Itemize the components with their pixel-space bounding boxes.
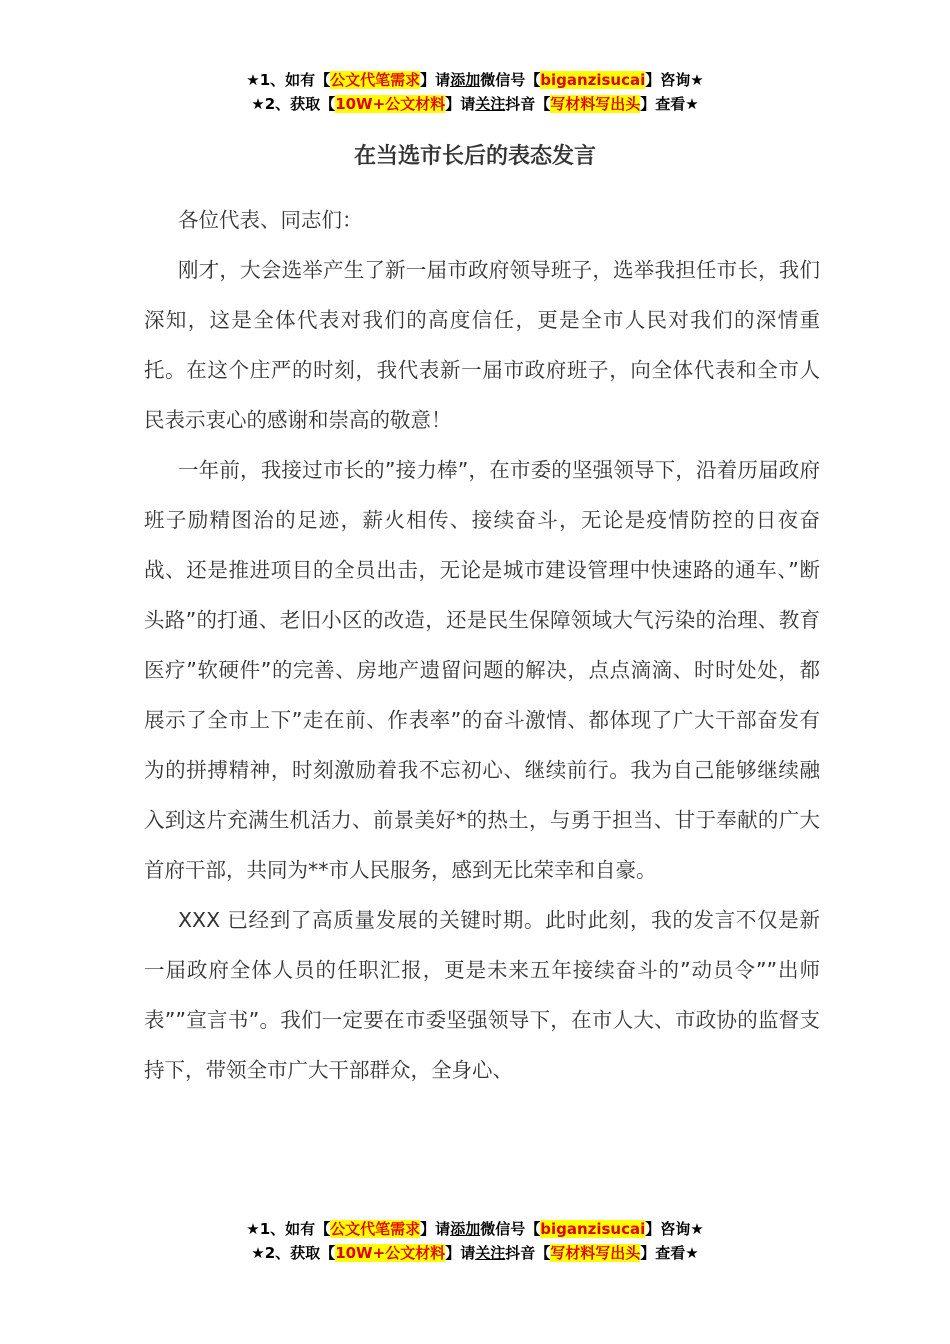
highlight-text: 10W+公文材料 (335, 95, 446, 113)
banner-line-2 (0, 92, 950, 116)
highlight-text: 公文代笔需求 (330, 1220, 421, 1238)
banner-text: 微信号【 (480, 71, 541, 89)
banner-text: 】咨询★ (645, 1220, 704, 1238)
highlight-text: 公文代笔需求 (330, 71, 421, 89)
banner-text: 抖音【 (505, 95, 551, 113)
banner-line-1 (0, 68, 950, 92)
banner-text: 】查看★ (640, 1244, 699, 1262)
banner-text: 微信号【 (480, 1220, 541, 1238)
banner-text: ★2、获取【 (251, 95, 336, 113)
paragraph: 刚才，大会选举产生了新一届市政府领导班子，选举我担任市长，我们深知，这是全体代表对我们的高度信任，更是全市人民对我们的深情重托。在这个庄严的时刻，我代表新一届市政府班子，向全体代表和全市人民表示衷心的感谢和崇高的敬意！ (144, 258, 820, 432)
footer-banner (0, 1217, 950, 1265)
banner-text: 】查看★ (640, 95, 699, 113)
highlight-text: biganzisucai (540, 71, 646, 89)
banner-text: ★2、获取【 (251, 1244, 336, 1262)
banner-text: 】请 (445, 95, 476, 113)
paragraph: 一年前，我接过市长的”接力棒”，在市委的坚强领导下，沿着历届政府班子励精图治的足迹，薪火相传、接续奋斗，无论是疫情防控的日夜奋战、还是推进项目的全员出击，无论是城市建设管理中快速路的通车、”断头路”的打通、老旧小区的改造，还是民生保障领域大气污染的治理、教育医疗”软硬件”的完善、房地产遗留问题的解决，点点滴滴、时时处处，都展示了全市上下”走在前、作表率”的奋斗激情、都体现了广大干部奋发有为的拼搏精神，时刻激励着我不忘初心、继续前行。我为自己能够继续融入到这片充满生机活力、前景美好*的热土，与勇于担当、甘于奉献的广大首府干部，共同为**市人民服务，感到无比荣幸和自豪。 (144, 458, 820, 882)
banner-text: 抖音【 (505, 1244, 551, 1262)
highlight-text: 写材料写出头 (550, 1244, 641, 1262)
banner-line-2 (0, 1241, 950, 1265)
banner-text: ★1、如有【 (246, 71, 331, 89)
document-title: 在当选市长后的表态发言 (353, 144, 596, 169)
underlined-text: 添加 (450, 71, 481, 89)
paragraph: 各位代表、同志们： (178, 208, 363, 232)
underlined-text: 添加 (450, 1220, 481, 1238)
highlight-text: 写材料写出头 (550, 95, 641, 113)
banner-text: 】请 (420, 1220, 451, 1238)
banner-text: 】咨询★ (645, 71, 704, 89)
highlight-text: biganzisucai (540, 1220, 646, 1238)
document-body (144, 195, 820, 1095)
banner-text: 】请 (420, 71, 451, 89)
header-banner (0, 68, 950, 116)
underlined-text: 关注 (475, 95, 506, 113)
paragraph: XXX 已经到了高质量发展的关键时期。此时此刻，我的发言不仅是新一届政府全体人员的任职汇报，更是未来五年接续奋斗的”动员令””出师表””宣言书”。我们一定要在市委坚强领导下，在市人大、市政协的监督支持下，带领全市广大干部群众，全身心、 (144, 908, 820, 1082)
banner-text: 】请 (445, 1244, 476, 1262)
highlight-text: 10W+公文材料 (335, 1244, 446, 1262)
banner-text: ★1、如有【 (246, 1220, 331, 1238)
underlined-text: 关注 (475, 1244, 506, 1262)
banner-line-1 (0, 1217, 950, 1241)
